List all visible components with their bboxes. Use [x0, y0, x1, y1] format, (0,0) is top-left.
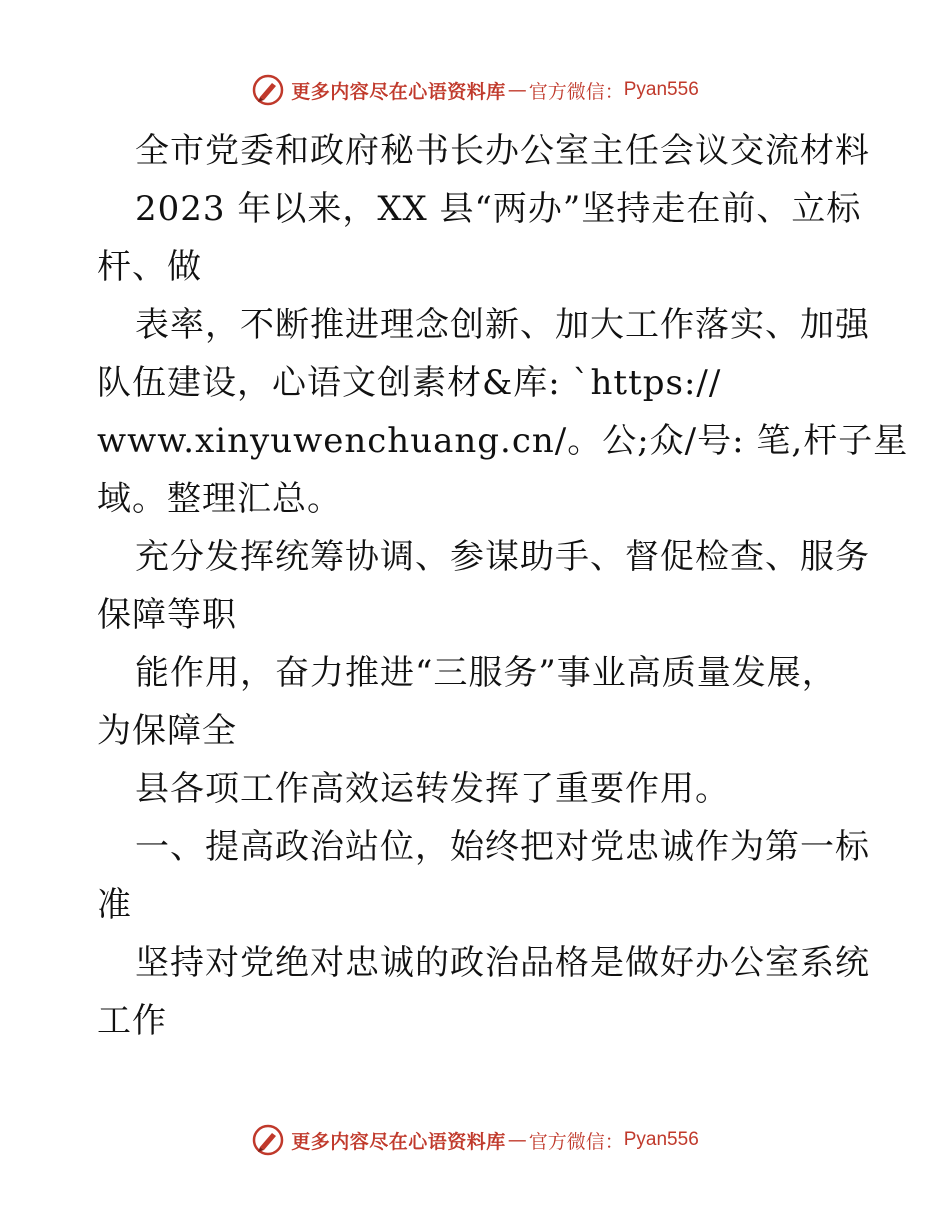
- pen-logo-icon: [251, 73, 285, 107]
- banner-brand: 更多内容尽在心语资料库: [291, 80, 506, 103]
- text-line: 工作: [97, 1001, 167, 1041]
- document-body: [97, 122, 909, 1050]
- banner-separator: —: [507, 1129, 527, 1151]
- footer-banner: [0, 1120, 950, 1160]
- text-line: 杆、做: [97, 247, 202, 287]
- pen-logo-icon: [251, 1123, 285, 1157]
- text-line: 坚持对党绝对忠诚的政治品格是做好办公室系统: [135, 943, 870, 983]
- text-line: 保障等职: [97, 595, 237, 635]
- text-line: 2023 年以来，XX 县“两办”坚持走在前、立标: [135, 189, 862, 229]
- banner-wechat-label: 官方微信：: [528, 80, 624, 103]
- text-line: 全市党委和政府秘书长办公室主任会议交流材料: [135, 131, 870, 171]
- banner-brand: 更多内容尽在心语资料库: [291, 1130, 506, 1153]
- banner-wechat-label: 官方微信：: [528, 1130, 624, 1153]
- text-line: 表率，不断推进理念创新、加大工作落实、加强: [135, 305, 870, 345]
- text-line: 能作用，奋力推进“三服务”事业高质量发展，: [135, 653, 837, 693]
- text-line: 县各项工作高效运转发挥了重要作用。: [135, 769, 730, 809]
- text-line: 域。整理汇总。: [97, 479, 342, 519]
- banner-separator: —: [507, 79, 527, 101]
- text-line: 为保障全: [97, 711, 237, 751]
- header-banner: [0, 70, 950, 110]
- text-line: 队伍建设，心语文创素材&库: `https://: [97, 363, 722, 403]
- banner-wechat-id: Pyan556: [623, 79, 699, 100]
- text-line: www.xinyuwenchuang.cn/。公;众/号: 笔,杆子星: [97, 421, 909, 461]
- text-line: 一、提高政治站位，始终把对党忠诚作为第一标: [135, 827, 870, 867]
- text-line: 准: [97, 885, 132, 925]
- banner-wechat-id: Pyan556: [623, 1129, 699, 1150]
- text-line: 充分发挥统筹协调、参谋助手、督促检查、服务: [135, 537, 870, 577]
